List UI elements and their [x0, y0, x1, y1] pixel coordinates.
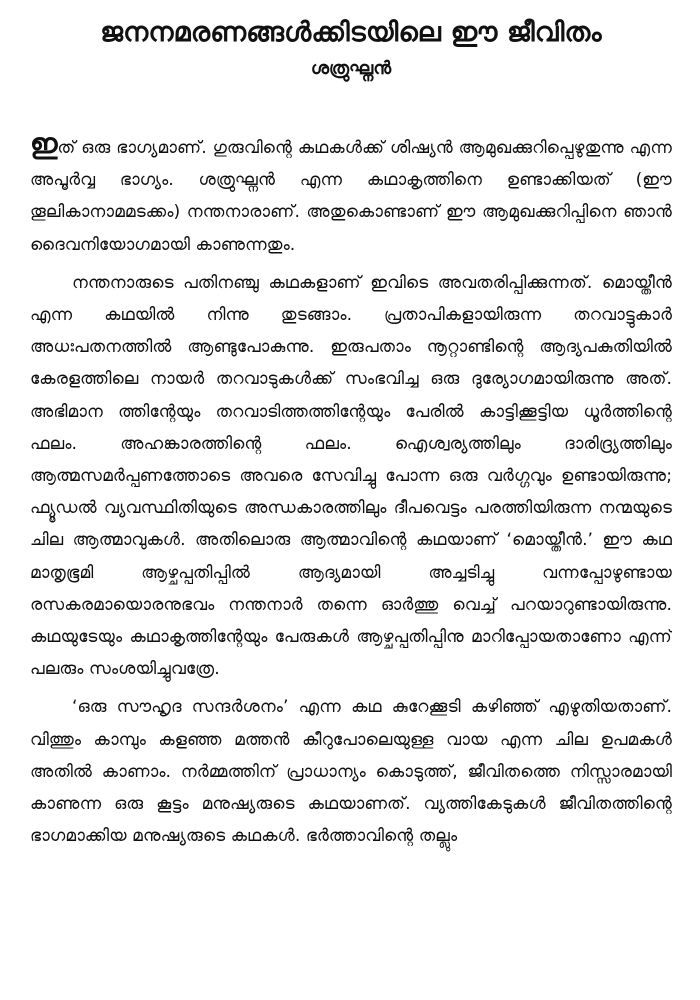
paragraph-1-text: ത് ഒരു ഭാഗ്യമാണ്. ഗുരുവിന്റെ കഥകൾക്ക് ശിഷ്യൻ ആമുഖക്കുറിപ്പെഴുതുന്നു എന്ന അപൂർവ്വ ഭാഗ്യം. ശത്രുഘ്നൻ എന്ന കഥാകൃത്തിനെ ഉണ്ടാക്കിയത് (ഈ തൂലികാനാമമടക്കം) നന്തനാരാണ്. അതുകൊണ്ടാണ് ഈ ആമുഖക്കുറിപ്പിനെ ഞാൻ ദൈവനിയോഗമായി കാണുന്നതും.	[30, 138, 672, 255]
document-body	[30, 127, 672, 852]
paragraph-1	[30, 127, 672, 261]
author-name: ശത്രുഘ്നൻ	[310, 58, 392, 79]
document-title: ജനനമരണങ്ങൾക്കിടയിലെ ഈ ജീവിതം	[100, 17, 602, 48]
document-page	[30, 14, 672, 994]
paragraph-3: ‘ഒരു സൗഹൃദ സന്ദർശനം’ എന്ന കഥ കുറേക്കൂടി കഴിഞ്ഞ് എഴുതിയതാണ്. വിത്തും കാമ്പും കളഞ്ഞ മത്തൻ കീറുപോലെയുള്ള വായ എന്ന ചില ഉപമകൾ അതിൽ കാണാം. നർമ്മത്തിന് പ്രാധാന്യം കൊടുത്ത്, ജീവിതത്തെ നിസ്സാരമായി കാണുന്ന ഒരു കൂട്ടം മനുഷ്യരുടെ കഥയാണത്. വ്യത്തികേടുകൾ ജീവിതത്തിന്റെ ഭാഗമാക്കിയ മനുഷ്യരുടെ കഥകൾ. ഭർത്താവിന്റെ തല്ലും	[30, 697, 672, 847]
drop-cap: ഇ	[30, 127, 58, 160]
paragraph-2: നന്തനാരുടെ പതിനഞ്ചു കഥകളാണ് ഇവിടെ അവതരിപ്പിക്കുന്നത്. മൊയ്തീൻ എന്ന കഥയിൽ നിന്നു തുടങ്ങാം. പ്രതാപികളായിരുന്ന തറവാട്ടുകാർ അധഃപതനത്തിൽ ആണ്ടുപോകുന്നു. ഇരുപതാം നൂറ്റാണ്ടിന്റെ ആദ്യപകുതിയിൽ കേരളത്തിലെ നായർ തറവാടുകൾക്ക് സംഭവിച്ച ഒരു ദുര്യോഗമായിരുന്നു അത്. അഭിമാന ത്തിന്റേയും തറവാടിത്തത്തിന്റേയും പേരിൽ കാട്ടിക്കൂട്ടിയ ധൂർത്തിന്റെ ഫലം. അഹങ്കാരത്തിന്റെ ഫലം. ഐശ്വര്യത്തിലും ദാരിദ്ര്യത്തിലും ആത്മസമർപ്പണത്തോടെ അവരെ സേവിച്ചു പോന്ന ഒരു വർഗ്ഗവും ഉണ്ടായിരുന്നു; ഫ്യൂഡൽ വ്യവസ്ഥിതിയുടെ അന്ധകാരത്തിലും ദീപവെട്ടം പരത്തിയിരുന്ന നന്മയുടെ ചില ആത്മാവുകൾ. അതിലൊരു ആത്മാവിന്റെ കഥയാണ് ‘മൊയ്തീൻ.’ ഈ കഥ മാതൃഭൂമി ആഴ്ചപ്പതിപ്പിൽ ആദ്യമായി അച്ചടിച്ചു വന്നപ്പോഴുണ്ടായ രസകരമായൊരനുഭവം നന്തനാർ തന്നെ ഓർത്തു വെച്ച് പറയാറുണ്ടായിരുന്നു. കഥയുടേയും കഥാകൃത്തിന്റേയും പേരുകൾ ആഴ്ചപ്പതിപ്പിനു മാറിപ്പോയതാണോ എന്ന് പലരും സംശയിച്ചുവത്രേ.	[30, 272, 672, 680]
